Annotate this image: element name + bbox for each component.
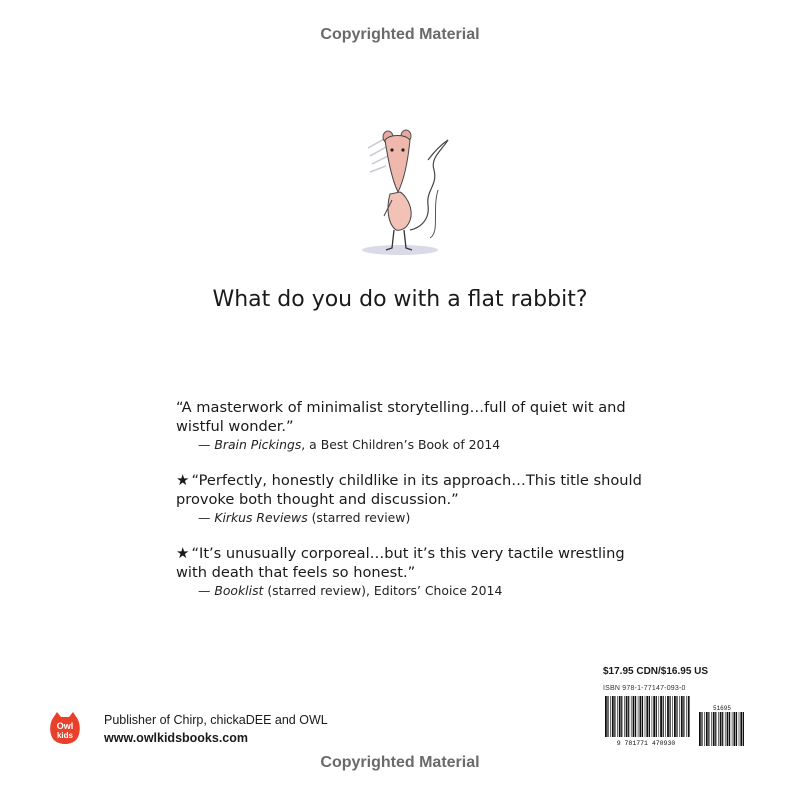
barcode-bar [688,696,690,737]
review-note: (starred review), Editors’ Choice 2014 [263,583,503,598]
review-attribution [198,509,646,527]
barcode-bar [672,696,673,737]
review-item [176,544,646,600]
review-note: , a Best Children’s Book of 2014 [301,437,501,452]
barcode-isbn [603,696,690,746]
barcode-bar [656,696,657,737]
barcode-bar [614,696,615,737]
price-label: $17.95 CDN/$16.95 US [603,666,709,677]
review-quote-line: “A masterwork of minimalist storytelling…full of quiet wit and [176,399,626,416]
publisher-line: Publisher of Chirp, chickaDEE and OWL [104,713,328,727]
barcode-addon [697,704,747,746]
barcode-bar [628,696,629,737]
barcode-bar [676,696,677,737]
barcode-bar [713,712,715,746]
review-attribution [198,436,646,454]
review-source: Brain Pickings [214,437,302,452]
attribution-dash: — [198,583,215,598]
isbn-label: ISBN 978-1-77147-093-0 [603,685,686,692]
barcode-bar [670,696,671,737]
barcode-bar [619,696,621,737]
barcode-bar [646,696,648,737]
review-quote-line: provoke both thought and discussion.” [176,491,459,508]
barcode-bar [686,696,687,737]
attribution-dash: — [198,437,215,452]
barcode-bar [621,696,622,737]
barcode-digits: 9 781771 470930 [616,740,676,746]
logo-text-top: Owl [56,721,74,731]
barcode-bar [624,696,625,737]
barcode-bar [607,696,608,737]
barcode-bar [667,696,669,737]
barcode-bar [706,712,708,746]
barcode-bar [727,712,729,746]
review-list [176,398,646,617]
barcode-bar [701,712,702,746]
barcode-bar [635,696,636,737]
review-item [176,471,646,527]
publisher-website[interactable]: www.owlkidsbooks.com [104,731,249,745]
review-quote [176,398,646,436]
barcode-bar [649,696,650,737]
barcode-bar [736,712,737,746]
rat-illustration [330,120,470,270]
review-quote-line: wistful wonder.” [176,418,294,435]
barcode-bar [659,696,660,737]
barcode-bar [718,712,719,746]
watermark-top: Copyrighted Material [320,26,480,43]
barcode-bar [715,712,716,746]
barcode-bar [725,712,726,746]
review-quote-line: with death that feels so honest.” [176,564,416,581]
barcode-bar [638,696,639,737]
barcode-bar [732,712,733,746]
attribution-dash: — [198,510,215,525]
barcode-bar [640,696,642,737]
review-quote [176,544,646,582]
barcode-bar [743,712,744,746]
barcode-bar [633,696,635,737]
barcode-bar [740,712,742,746]
star-icon: ★ [176,471,190,489]
barcode-bar [722,712,723,746]
barcode-addon-digits: 51695 [712,705,732,712]
owlkids-logo [47,710,83,746]
barcode-bar [605,696,607,737]
barcode-bar [626,696,628,737]
barcode-bar [652,696,653,737]
barcode-bar [711,712,712,746]
barcode-bar [617,696,618,737]
review-quote [176,471,646,509]
barcode-bar [660,696,662,737]
review-attribution [198,582,646,600]
review-quote-line: “Perfectly, honestly childlike in its approach…This title should [191,472,642,489]
barcode-bar [653,696,655,737]
review-item [176,398,646,454]
barcode-bar [720,712,722,746]
review-source: Kirkus Reviews [214,510,308,525]
review-quote-line: “It’s unusually corporeal…but it’s this very tactile wrestling [191,545,625,562]
barcode-bar [642,696,643,737]
barcode-bar [631,696,632,737]
barcode-bar [665,696,666,737]
barcode-bar [612,696,614,737]
review-note: (starred review) [307,510,411,525]
barcode-bar [739,712,740,746]
logo-text-bottom: kids [56,731,74,740]
barcode-bar [704,712,705,746]
barcode-bar [663,696,664,737]
review-source: Booklist [214,583,264,598]
barcode-bar [681,696,683,737]
barcode-bar [645,696,646,737]
tagline: What do you do with a flat rabbit? [212,287,588,312]
star-icon: ★ [176,544,190,562]
barcode-bar [683,696,684,737]
barcode-bar [674,696,676,737]
barcode-bar [610,696,611,737]
watermark-bottom: Copyrighted Material [320,754,480,771]
barcode-bar [729,712,730,746]
barcode-bar [699,712,701,746]
barcode-bar [734,712,736,746]
barcode-bar [679,696,680,737]
barcode-bar [708,712,709,746]
